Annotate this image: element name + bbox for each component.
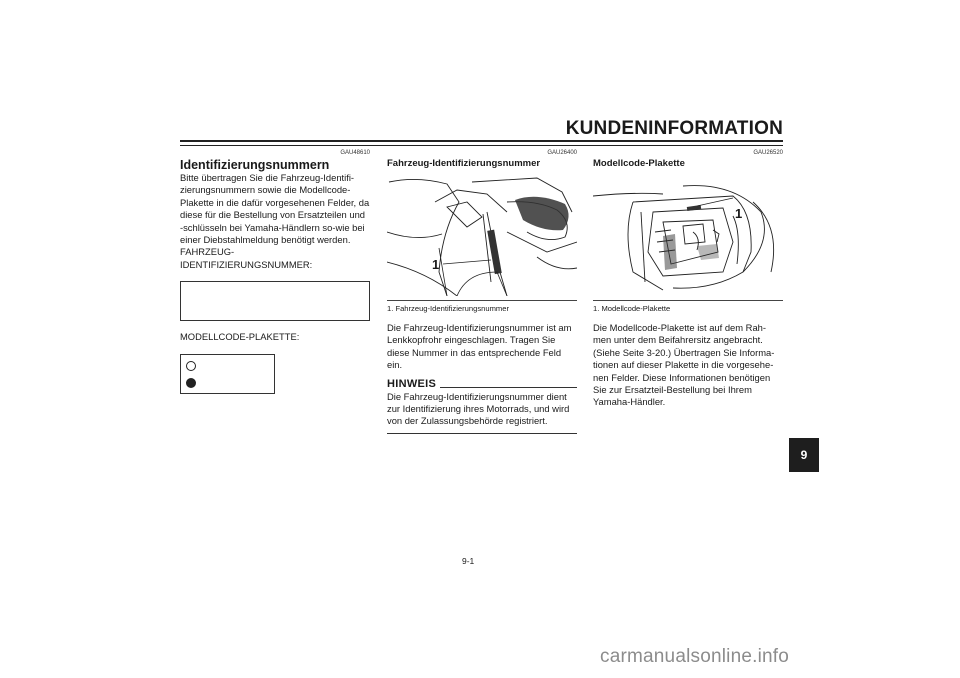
vin-label-line1: FAHRZEUG- (180, 246, 235, 258)
callout-number: 1 (735, 206, 743, 221)
section-code: GAU26400 (547, 150, 577, 156)
vin-location-illustration (387, 172, 577, 296)
vin-entry-box (180, 281, 370, 321)
header-rule-thin (180, 145, 783, 146)
note-rule (440, 387, 577, 388)
section-heading: Fahrzeug-Identifizierungsnummer (387, 158, 541, 169)
callout-number: 1 (432, 257, 440, 272)
section-paragraph: Die Modellcode-Plakette ist auf dem Rah-men unter dem Beifahrersitz angebracht. (Siehe Seite 3-20.) Übertragen Sie Informa-tionen auf dieser Plakette in die vorgesehe-nen Felder. Diese Informationen benötigen Sie zur Ersatzteil-Bestellung bei Ihrem Yamaha-Händler. (593, 322, 775, 408)
section-code: GAU48610 (340, 150, 370, 156)
note-header (387, 378, 577, 390)
model-code-label: MODELLCODE-PLAKETTE: (180, 331, 300, 343)
section-heading: Modellcode-Plakette (593, 158, 685, 169)
column-vin (387, 150, 577, 434)
note-end-rule (387, 433, 577, 434)
section-code: GAU26520 (753, 150, 783, 156)
figure-rule (593, 300, 783, 301)
open-circle-icon (186, 361, 196, 371)
figure-rule (387, 300, 577, 301)
column-identification (180, 150, 370, 394)
filled-circle-icon (186, 378, 196, 388)
frame-under-seat-drawing (593, 172, 783, 296)
watermark: carmanualsonline.info (600, 646, 790, 667)
section-heading: Identifizierungsnummern (180, 158, 330, 172)
section-paragraph: Bitte übertragen Sie die Fahrzeug-Identifi-zierungsnummern sowie die Modellcode-Plakette in die dafür vorgesehenen Felder, da diese für die Bestellung von Ersatzteilen und -schlüsseln bei Yamaha-Händlern so-wie bei einer Diebstahlmeldung benötigt werden. (180, 172, 370, 246)
section-paragraph: Die Fahrzeug-Identifizierungsnummer ist am Lenkkopfrohr eingeschlagen. Tragen Sie diese Nummer in das entsprechende Feld ein. (387, 322, 572, 371)
figure-caption: 1. Modellcode-Plakette (593, 304, 671, 313)
steering-head-drawing (387, 172, 577, 296)
column-model-code (593, 150, 783, 409)
page-title: KUNDENINFORMATION (565, 118, 783, 139)
chapter-tab: 9 (789, 438, 819, 472)
model-label-illustration (593, 172, 783, 296)
page-number: 9-1 (462, 556, 475, 566)
note-text: Die Fahrzeug-Identifizierungsnummer dient zur Identifizierung ihres Motorrads, und wird von der Zulassungsbehörde registriert. (387, 390, 570, 427)
header-rule (180, 140, 783, 142)
figure-caption: 1. Fahrzeug-Identifizierungsnummer (387, 304, 509, 313)
model-code-entry-box (180, 354, 275, 394)
vin-label-line2: IDENTIFIZIERUNGSNUMMER: (180, 258, 313, 270)
note-label: HINWEIS (387, 377, 437, 390)
